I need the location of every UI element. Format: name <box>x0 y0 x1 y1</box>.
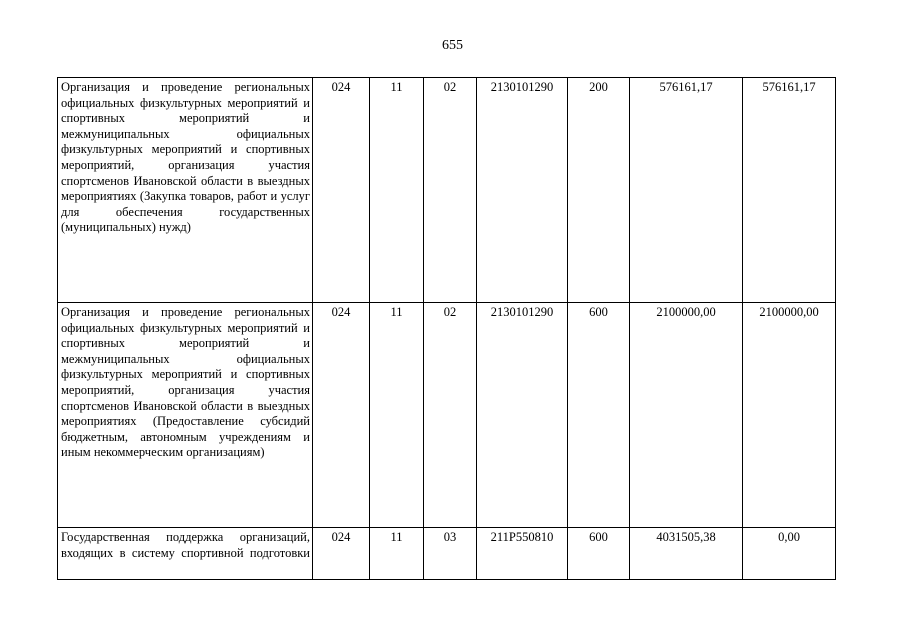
subsection-code: 02 <box>424 78 477 303</box>
expense-description: Организация и проведение региональных официальных физкультурных мероприятий и спортивных мероприятий и межмуниципальных официальных физкультурных мероприятий и спортивных мероприятий, организация участия спортсменов Ивановской области в выездных мероприятиях (Предоставление субсидий бюджетным, автономным учреждениям и иным некоммерческим организациям) <box>58 303 313 528</box>
expense-type-code: 200 <box>568 78 630 303</box>
amount-second: 2100000,00 <box>743 303 836 528</box>
expense-description: Государственная поддержка организаций, входящих в систему спортивной подготовки <box>58 528 313 580</box>
table-row <box>58 78 836 303</box>
expense-type-code: 600 <box>568 528 630 580</box>
subsection-code: 02 <box>424 303 477 528</box>
ministry-code: 024 <box>313 78 370 303</box>
section-code: 11 <box>370 78 424 303</box>
amount-second: 0,00 <box>743 528 836 580</box>
amount-second: 576161,17 <box>743 78 836 303</box>
section-code: 11 <box>370 528 424 580</box>
target-article-code: 2130101290 <box>477 78 568 303</box>
expense-description: Организация и проведение региональных официальных физкультурных мероприятий и спортивных мероприятий и межмуниципальных официальных физкультурных мероприятий и спортивных мероприятий, организация участия спортсменов Ивановской области в выездных мероприятиях (Закупка товаров, работ и услуг для обеспечения государственных (муниципальных) нужд) <box>58 78 313 303</box>
amount-first: 4031505,38 <box>630 528 743 580</box>
ministry-code: 024 <box>313 528 370 580</box>
budget-table <box>57 77 836 580</box>
page-number: 655 <box>442 38 463 53</box>
expense-type-code: 600 <box>568 303 630 528</box>
subsection-code: 03 <box>424 528 477 580</box>
target-article-code: 2130101290 <box>477 303 568 528</box>
section-code: 11 <box>370 303 424 528</box>
ministry-code: 024 <box>313 303 370 528</box>
table-row <box>58 303 836 528</box>
target-article-code: 211P550810 <box>477 528 568 580</box>
table-row <box>58 528 836 580</box>
amount-first: 576161,17 <box>630 78 743 303</box>
amount-first: 2100000,00 <box>630 303 743 528</box>
